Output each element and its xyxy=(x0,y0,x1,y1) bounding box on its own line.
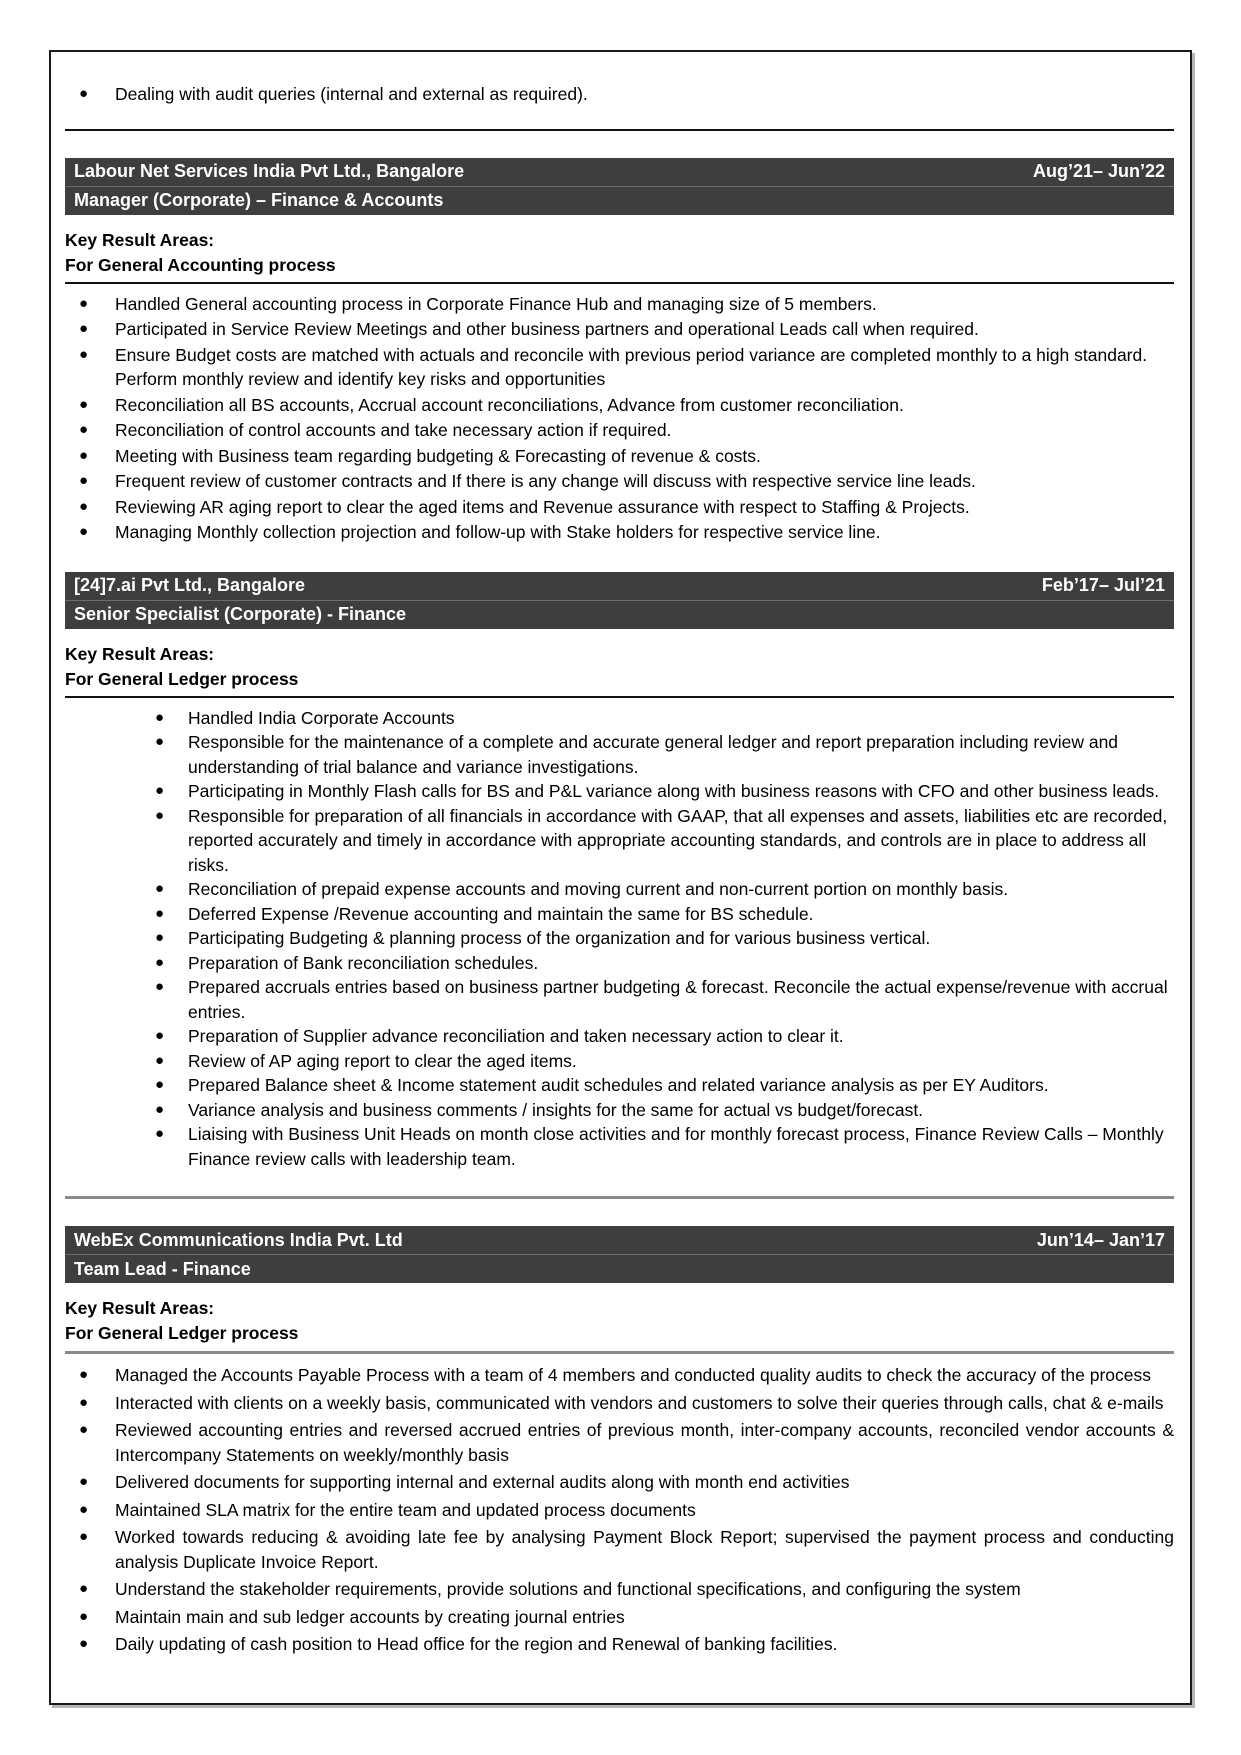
company-name: Labour Net Services India Pvt Ltd., Bangalore xyxy=(74,161,465,182)
bullet-icon: ● xyxy=(155,904,165,922)
bullet-icon: ● xyxy=(79,345,89,363)
list-item xyxy=(65,82,1174,107)
list-item-text: Liaising with Business Unit Heads on month close activities and for monthly forecast process, Finance Review Calls – Monthly Finance review calls with leadership team. xyxy=(188,1124,1164,1169)
list-item xyxy=(65,902,1174,927)
bullet-icon: ● xyxy=(79,497,89,515)
job-header-bar xyxy=(65,572,1174,629)
bullet-icon: ● xyxy=(155,1027,165,1044)
heading-rule xyxy=(65,1351,1174,1354)
list-item xyxy=(65,1049,1174,1074)
list-item xyxy=(65,706,1174,731)
list-item xyxy=(65,1605,1174,1630)
bullet-icon: ● xyxy=(79,85,89,102)
list-item xyxy=(65,393,1174,418)
list-item-text: Review of AP aging report to clear the aged items. xyxy=(188,1050,577,1071)
list-item-text: Participating in Monthly Flash calls for BS and P&L variance along with business reasons with CFO and other business leads. xyxy=(188,781,1160,801)
bullet-icon: ● xyxy=(79,1366,89,1383)
list-item-text: Deferred Expense /Revenue accounting and maintain the same for BS schedule. xyxy=(188,903,814,924)
list-item-text: Dealing with audit queries (internal and external as required). xyxy=(115,84,588,104)
list-item xyxy=(65,1470,1174,1495)
list-item-text: Prepared accruals entries based on business partner budgeting & forecast. Reconcile the actual expense/revenue with accrual entries. xyxy=(188,977,1168,1022)
list-item xyxy=(65,1418,1174,1467)
list-item xyxy=(65,343,1174,392)
bullet-icon: ● xyxy=(79,1473,89,1490)
bullet-icon: ● xyxy=(79,1421,89,1438)
kra-heading: Key Result Areas: xyxy=(65,643,215,664)
bullet-icon: ● xyxy=(155,929,165,946)
bullet-icon: ● xyxy=(79,1635,89,1652)
list-item xyxy=(65,495,1174,520)
list-item xyxy=(65,520,1174,545)
job-title: Team Lead - Finance xyxy=(74,1258,251,1279)
list-item-text: Ensure Budget costs are matched with actuals and reconcile with previous period variance are completed monthly to a high standard. Perform monthly review and identify key risks and opportunities xyxy=(115,344,1148,389)
job-header-row-top xyxy=(65,1226,1174,1254)
list-item-text: Handled India Corporate Accounts xyxy=(188,707,455,728)
bullet-icon: ● xyxy=(155,708,165,726)
bullet-icon: ● xyxy=(155,806,165,824)
kra-block xyxy=(65,642,1174,692)
job-title: Manager (Corporate) – Finance & Accounts xyxy=(74,190,444,211)
bullet-list xyxy=(65,1363,1174,1657)
job-section xyxy=(65,572,1174,1172)
kra-subheading: For General Ledger process xyxy=(65,668,299,689)
kra-heading: Key Result Areas: xyxy=(65,229,215,250)
list-item-text: Reconciliation of prepaid expense accounts and moving current and non-current portion on monthly basis. xyxy=(188,879,1009,899)
job-header-bar xyxy=(65,158,1174,215)
employment-dates: Aug’21– Jun’22 xyxy=(1032,161,1165,182)
list-item xyxy=(65,730,1174,779)
list-item-text: Meeting with Business team regarding budgeting & Forecasting of revenue & costs. xyxy=(115,445,761,466)
list-item xyxy=(65,951,1174,976)
list-item xyxy=(65,1498,1174,1523)
job-header-row-top xyxy=(65,572,1174,600)
employment-dates: Jun’14– Jan’17 xyxy=(1036,1229,1165,1250)
list-item xyxy=(65,804,1174,878)
list-item xyxy=(65,975,1174,1024)
list-item xyxy=(65,1122,1174,1171)
list-item-text: Daily updating of cash position to Head office for the region and Renewal of banking facilities. xyxy=(115,1634,838,1654)
bullet-icon: ● xyxy=(79,1500,89,1518)
list-item-text: Handled General accounting process in Corporate Finance Hub and managing size of 5 members. xyxy=(115,293,877,314)
bullet-list xyxy=(65,706,1174,1172)
list-item xyxy=(65,779,1174,804)
list-item-text: Understand the stakeholder requirements, provide solutions and functional specifications, and configuring the system xyxy=(115,1579,1021,1599)
list-item-text: Delivered documents for supporting internal and external audits along with month end activities xyxy=(115,1472,850,1492)
list-item-text: Variance analysis and business comments / insights for the same for actual vs budget/forecast. xyxy=(188,1099,924,1120)
intro-block xyxy=(65,82,1174,107)
list-item xyxy=(65,1098,1174,1123)
list-item-text: Reviewed accounting entries and reversed accrued entries of previous month, inter-company accounts, reconciled vendor accounts & Intercompany Statements on weekly/monthly basis xyxy=(115,1420,1174,1465)
job-header-bar xyxy=(65,1226,1174,1283)
list-item xyxy=(65,1363,1174,1388)
bullet-icon: ● xyxy=(155,880,165,897)
section-divider-line xyxy=(65,1196,1174,1199)
job-title: Senior Specialist (Corporate) - Finance xyxy=(74,604,407,625)
list-item xyxy=(65,926,1174,951)
bullet-icon: ● xyxy=(155,782,165,799)
bullet-icon: ● xyxy=(79,395,89,413)
heading-rule xyxy=(65,696,1174,698)
list-item-text: Frequent review of customer contracts and If there is any change will discuss with respective service line leads. xyxy=(115,471,976,491)
list-item-text: Participated in Service Review Meetings and other business partners and operational Leads call when required. xyxy=(115,319,979,339)
bullet-icon: ● xyxy=(155,1125,165,1142)
list-item xyxy=(65,444,1174,469)
kra-block xyxy=(65,228,1174,278)
employment-dates: Feb’17– Jul’21 xyxy=(1041,575,1165,596)
list-item xyxy=(65,1632,1174,1657)
bullet-icon: ● xyxy=(79,421,89,438)
job-section xyxy=(65,1196,1174,1657)
company-name: [24]7.ai Pvt Ltd., Bangalore xyxy=(74,575,306,596)
list-item-text: Interacted with clients on a weekly basis, communicated with vendors and customers to solve their queries through calls, chat & e-mails xyxy=(115,1392,1164,1413)
list-item-text: Responsible for preparation of all financials in accordance with GAAP, that all expenses and assets, liabilities etc are recorded, reported accurately and timely in accordance with appropriate accounting standards, and controls are in place to address all risks. xyxy=(188,805,1168,875)
list-item-text: Reconciliation of control accounts and take necessary action if required. xyxy=(115,420,672,440)
bullet-icon: ● xyxy=(155,978,165,995)
list-item-text: Prepared Balance sheet & Income statement audit schedules and related variance analysis as per EY Auditors. xyxy=(188,1075,1049,1095)
list-item-text: Managed the Accounts Payable Process with a team of 4 members and conducted quality audits to check the accuracy of the process xyxy=(115,1365,1151,1385)
kra-block xyxy=(65,1296,1174,1346)
job-header-row-bottom xyxy=(65,186,1174,215)
job-header-row-bottom xyxy=(65,600,1174,629)
bullet-icon: ● xyxy=(155,1076,165,1093)
bullet-icon: ● xyxy=(79,446,89,464)
bullet-icon: ● xyxy=(79,523,89,540)
job-header-row-bottom xyxy=(65,1254,1174,1283)
list-item-text: Maintained SLA matrix for the entire team and updated process documents xyxy=(115,1499,696,1520)
list-item-text: Preparation of Supplier advance reconciliation and taken necessary action to clear it. xyxy=(188,1026,844,1046)
kra-subheading: For General Ledger process xyxy=(65,1323,299,1343)
heading-rule xyxy=(65,282,1174,284)
bullet-icon: ● xyxy=(155,953,165,971)
bullet-icon: ● xyxy=(79,472,89,489)
resume-page xyxy=(49,50,1192,1705)
job-header-row-top xyxy=(65,158,1174,186)
list-item-text: Managing Monthly collection projection and follow-up with Stake holders for respective service line. xyxy=(115,522,881,542)
list-item xyxy=(65,1577,1174,1602)
list-item xyxy=(65,1525,1174,1574)
list-item xyxy=(65,1073,1174,1098)
list-item-text: Preparation of Bank reconciliation schedules. xyxy=(188,952,539,973)
bullet-icon: ● xyxy=(79,320,89,337)
bullet-icon: ● xyxy=(155,1100,165,1118)
kra-subheading: For General Accounting process xyxy=(65,254,336,275)
experience-sections xyxy=(65,158,1174,1657)
bullet-icon: ● xyxy=(79,1528,89,1545)
list-item xyxy=(65,292,1174,317)
list-item-text: Maintain main and sub ledger accounts by creating journal entries xyxy=(115,1606,625,1627)
list-item-text: Reconciliation all BS accounts, Accrual account reconciliations, Advance from customer reconciliation. xyxy=(115,394,904,415)
bullet-icon: ● xyxy=(155,733,165,750)
list-item xyxy=(65,469,1174,494)
bullet-icon: ● xyxy=(79,1393,89,1411)
bullet-icon: ● xyxy=(79,1607,89,1625)
list-item xyxy=(65,877,1174,902)
bullet-icon: ● xyxy=(79,294,89,312)
kra-heading: Key Result Areas: xyxy=(65,1298,215,1318)
list-item-text: Reviewing AR aging report to clear the aged items and Revenue assurance with respect to Staffing & Projects. xyxy=(115,496,970,517)
list-item-text: Participating Budgeting & planning process of the organization and for various business vertical. xyxy=(188,928,931,948)
list-item xyxy=(65,317,1174,342)
bullet-icon: ● xyxy=(79,1580,89,1597)
company-name: WebEx Communications India Pvt. Ltd xyxy=(74,1229,403,1250)
list-item-text: Responsible for the maintenance of a complete and accurate general ledger and report preparation including review and understanding of trial balance and variance investigations. xyxy=(188,732,1119,777)
list-item-text: Worked towards reducing & avoiding late fee by analysing Payment Block Report; supervised the payment process and conducting analysis Duplicate Invoice Report. xyxy=(115,1527,1174,1572)
bullet-list xyxy=(65,292,1174,545)
list-item xyxy=(65,1391,1174,1416)
list-item xyxy=(65,1024,1174,1049)
bullet-icon: ● xyxy=(155,1051,165,1069)
job-section xyxy=(65,158,1174,545)
list-item xyxy=(65,418,1174,443)
divider-line xyxy=(65,129,1174,131)
